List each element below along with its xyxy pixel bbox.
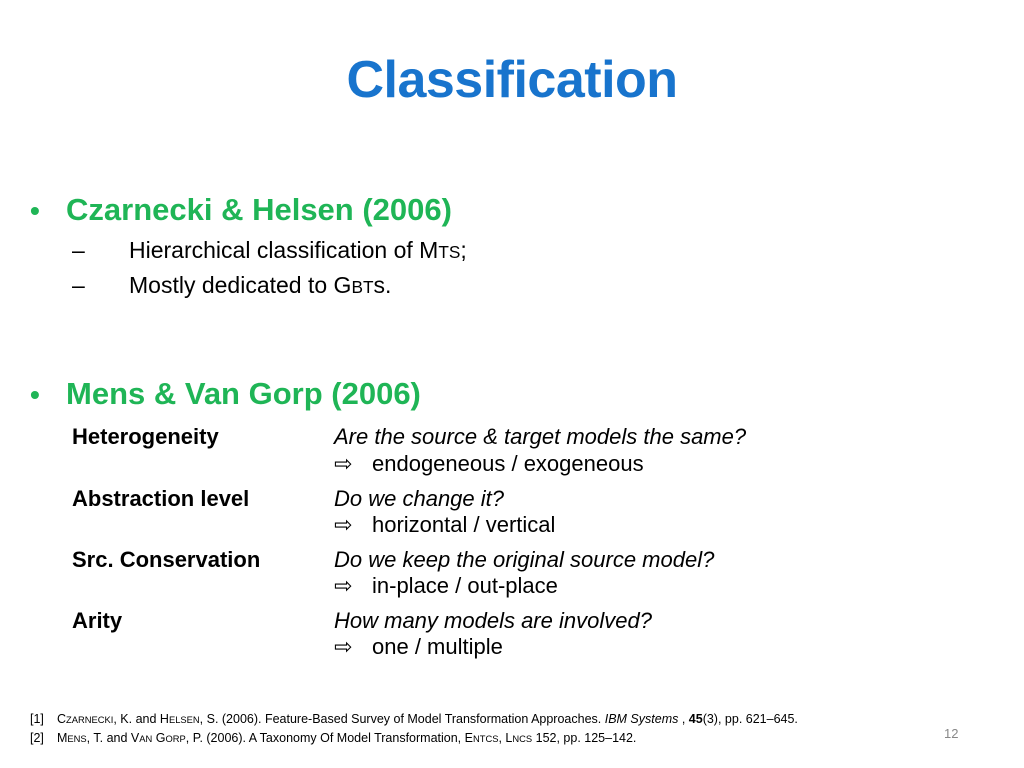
subitem-hierarchical: [72, 237, 467, 264]
row-answer: [334, 512, 555, 538]
reference-2: [30, 731, 636, 745]
ref-text: 152, pp. 125–142.: [532, 731, 637, 745]
ref-author-sc: ORP: [165, 734, 186, 744]
ref-text: , S. (2006). Feature-Based Survey of Model Transformation Approaches.: [199, 712, 605, 726]
ref-venue: L: [505, 731, 513, 745]
subitem-text: Mostly dedicated to G: [129, 272, 352, 298]
ref-venue-sc: NCS: [512, 734, 533, 744]
reference-number: [1]: [30, 712, 44, 726]
dash-icon: –: [72, 272, 85, 298]
bullet-dot-icon: •: [30, 379, 40, 410]
ref-volume: 45: [688, 712, 703, 726]
row-answer: [334, 451, 644, 477]
page-number: 12: [944, 726, 959, 741]
bullet-mens: [30, 376, 421, 412]
ref-text: , T. and: [86, 731, 131, 745]
ref-author-sc: AN: [139, 734, 153, 744]
arrow-right-icon: ⇨: [334, 573, 353, 598]
subitem-smallcaps: TS: [438, 242, 461, 262]
row-answer: [334, 634, 503, 660]
arrow-right-icon: ⇨: [334, 512, 353, 537]
ref-author: M: [57, 731, 68, 745]
ref-author-sc: ENS: [67, 734, 87, 744]
ref-venue-sc: NTCS: [472, 734, 499, 744]
ref-text: , K. and: [113, 712, 160, 726]
ref-author: G: [152, 731, 166, 745]
row-question: Do we keep the original source model?: [334, 547, 715, 572]
row-label-conservation: Src. Conservation: [72, 547, 261, 572]
row-question: How many models are involved?: [334, 608, 652, 633]
ref-author: C: [57, 712, 67, 726]
ref-text: , P. (2006). A Taxonomy Of Model Transformation,: [185, 731, 465, 745]
row-label-abstraction: Abstraction level: [72, 486, 250, 511]
slide-title: Classification: [346, 51, 678, 109]
bullet-heading: Czarnecki & Helsen (2006): [66, 192, 452, 227]
arrow-right-icon: ⇨: [334, 451, 353, 476]
ref-text: ,: [678, 712, 689, 726]
ref-author-sc: ELSEN: [168, 715, 200, 725]
reference-number: [2]: [30, 731, 44, 745]
subitem-suffix: s.: [373, 272, 392, 298]
row-answer: [334, 573, 558, 599]
row-answer-text: endogeneous / exogeneous: [372, 451, 644, 476]
dash-icon: –: [72, 237, 85, 263]
row-question: Are the source & target models the same?: [334, 424, 747, 449]
subitem-gbts: [72, 272, 391, 299]
row-answer-text: in-place / out-place: [372, 573, 558, 598]
ref-journal: IBM Systems: [604, 712, 679, 726]
row-label-arity: Arity: [72, 608, 123, 633]
arrow-right-icon: ⇨: [334, 634, 353, 659]
subitem-text: Hierarchical classification of M: [129, 237, 439, 263]
subitem-suffix: ;: [460, 237, 467, 263]
row-answer-text: one / multiple: [372, 634, 503, 659]
ref-text: (3), pp. 621–645.: [702, 712, 798, 726]
ref-venue: E: [464, 731, 473, 745]
ref-text: ,: [498, 731, 506, 745]
reference-1: [30, 712, 798, 726]
bullet-dot-icon: •: [30, 195, 40, 226]
subitem-smallcaps: BT: [351, 277, 374, 297]
ref-author-sc: ZARNECKI: [66, 715, 114, 725]
bullet-czarnecki: [30, 192, 452, 228]
row-label-heterogeneity: Heterogeneity: [72, 424, 219, 449]
ref-author: V: [130, 731, 140, 745]
ref-author: H: [159, 712, 169, 726]
row-answer-text: horizontal / vertical: [372, 512, 556, 537]
row-question: Do we change it?: [334, 486, 504, 511]
bullet-heading: Mens & Van Gorp (2006): [66, 376, 421, 411]
